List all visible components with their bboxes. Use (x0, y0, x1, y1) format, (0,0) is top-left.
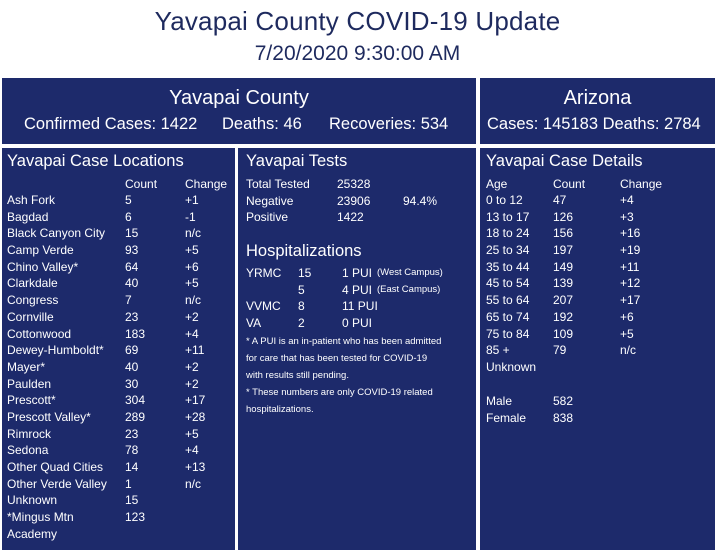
location-name: Sedona (7, 443, 49, 458)
case-locations-title: Yavapai Case Locations (7, 152, 184, 170)
location-change: -1 (185, 209, 196, 224)
age-change: +12 (620, 276, 641, 291)
location-name: Other Quad Cities (7, 460, 104, 474)
age-row (486, 309, 711, 326)
location-count: 7 (125, 293, 132, 308)
location-row (7, 426, 232, 443)
location-name: Prescott* (7, 393, 56, 408)
recoveries: Recoveries: 534 (329, 115, 449, 133)
location-name: Black Canyon City (7, 226, 106, 241)
hospital-count: 8 (298, 299, 305, 314)
gender-count: 582 (553, 394, 574, 408)
location-change: +13 (185, 460, 206, 474)
test-value: 1422 (337, 210, 364, 225)
age-group: Unknown (486, 359, 537, 374)
age-group: 75 to 84 (486, 326, 530, 341)
gender-label: Female (486, 410, 527, 425)
age-group: 65 to 74 (486, 309, 530, 324)
location-count: 1 (125, 476, 132, 491)
location-name: Dewey-Humboldt* (7, 343, 104, 358)
age-group: 85 + (486, 343, 510, 358)
tests-title: Yavapai Tests (246, 152, 348, 170)
location-row (7, 242, 232, 259)
location-name: Other Verde Valley (7, 476, 107, 491)
details-col-count: Count (553, 177, 586, 191)
location-count: 93 (125, 243, 139, 258)
age-count: 207 (553, 293, 574, 308)
gender-label: Male (486, 394, 513, 408)
hospital-count: 15 (298, 266, 312, 280)
location-count: 289 (125, 409, 146, 424)
age-row (486, 275, 711, 292)
location-name: Paulden (7, 376, 52, 391)
age-row (486, 259, 711, 276)
location-name: Congress (7, 293, 59, 308)
location-row (7, 526, 232, 543)
location-row (7, 326, 232, 343)
age-count: 139 (553, 276, 574, 291)
age-row (486, 326, 711, 343)
age-group: 13 to 17 (486, 209, 530, 224)
location-name: Clarkdale (7, 276, 58, 291)
location-row (7, 225, 232, 242)
location-change: +4 (185, 326, 199, 341)
location-name: Prescott Valley* (7, 409, 91, 424)
age-change: +6 (620, 309, 634, 324)
age-group: 18 to 24 (486, 226, 530, 241)
age-group: 35 to 44 (486, 259, 530, 274)
test-label: Negative (246, 193, 294, 208)
locations-col-change: Change (185, 177, 228, 191)
case-details-panel (480, 148, 715, 550)
age-group: 55 to 64 (486, 293, 530, 308)
location-row (7, 309, 232, 326)
yavapai-summary-panel (2, 78, 476, 144)
location-change: +2 (185, 376, 199, 391)
hospital-pui: 1 PUI (342, 266, 373, 280)
age-row (486, 342, 711, 359)
location-change: n/c (185, 476, 202, 491)
arizona-cases-deaths: Cases: 145183 Deaths: 2784 (487, 115, 701, 133)
test-value: 23906 (337, 193, 371, 208)
age-group: 25 to 34 (486, 243, 530, 258)
age-row (486, 242, 711, 259)
age-group: 45 to 54 (486, 276, 530, 291)
location-name: Ash Fork (7, 193, 56, 207)
age-count: 47 (553, 193, 567, 207)
test-value: 25328 (337, 177, 371, 191)
details-col-age: Age (486, 177, 508, 191)
location-row (7, 376, 232, 393)
test-row (246, 209, 471, 226)
age-group: 0 to 12 (486, 193, 523, 207)
locations-table (7, 192, 232, 542)
location-name: Camp Verde (7, 243, 74, 258)
location-count: 6 (125, 209, 132, 224)
hospital-pui: 0 PUI (342, 316, 373, 331)
test-percent: 94.4% (403, 193, 438, 208)
hospital-name: VVMC (246, 299, 281, 314)
age-change: +4 (620, 193, 634, 207)
location-name: Rimrock (7, 426, 51, 441)
age-change: +11 (620, 259, 640, 274)
age-change: +19 (620, 243, 641, 258)
location-row (7, 409, 232, 426)
location-name: Bagdad (7, 209, 49, 224)
location-change: +1 (185, 193, 199, 207)
age-count: 126 (553, 209, 574, 224)
location-change: +17 (185, 393, 206, 408)
note-line: for care that has been tested for COVID-19 (246, 353, 428, 364)
location-count: 304 (125, 393, 146, 408)
location-count: 69 (125, 343, 139, 358)
location-count: 15 (125, 493, 139, 508)
age-row (486, 192, 711, 209)
hospitalizations-notes (246, 333, 441, 418)
location-count: 30 (125, 376, 139, 391)
location-name: Academy (7, 526, 58, 541)
age-count: 79 (553, 343, 567, 358)
note-line: * These numbers are only COVID-19 related (246, 387, 433, 398)
page-title: Yavapai County COVID-19 Update (154, 6, 561, 36)
age-change: +17 (620, 293, 641, 308)
age-change: +16 (620, 226, 641, 241)
location-change: +2 (185, 309, 199, 324)
location-change: +11 (185, 343, 205, 358)
test-row (246, 176, 471, 193)
age-count: 109 (553, 326, 574, 341)
tests-panel (238, 148, 476, 550)
arizona-summary-panel (480, 78, 715, 144)
note-line: hospitalizations. (246, 404, 314, 415)
hospital-campus: (East Campus) (377, 283, 441, 295)
location-change: +5 (185, 276, 199, 291)
location-row (7, 359, 232, 376)
location-row (7, 209, 232, 226)
age-row (486, 292, 711, 309)
age-count: 156 (553, 226, 574, 241)
confirmed-cases: Confirmed Cases: 1422 (24, 115, 198, 133)
location-row (7, 509, 232, 526)
test-row (246, 193, 471, 210)
tests-table (246, 176, 471, 226)
age-change: n/c (620, 343, 637, 358)
location-change: n/c (185, 293, 202, 308)
age-change: +5 (620, 326, 634, 341)
hospital-row (246, 282, 471, 299)
hospitalizations-table (246, 265, 471, 332)
hospital-pui: 4 PUI (342, 282, 373, 297)
hospital-row (246, 315, 471, 332)
hospital-row (246, 265, 471, 282)
location-row (7, 342, 232, 359)
hospital-name: VA (246, 316, 262, 331)
age-count: 197 (553, 243, 574, 258)
location-change: n/c (185, 226, 202, 241)
gender-table (486, 393, 711, 426)
location-name: Cornville (7, 309, 54, 324)
location-row (7, 259, 232, 276)
hospital-row (246, 298, 471, 315)
note-line: * A PUI is an in-patient who has been admitted (246, 336, 442, 347)
location-row (7, 275, 232, 292)
hospital-count: 2 (298, 316, 305, 331)
test-label: Total Tested (246, 177, 310, 191)
hospitalizations-title: Hospitalizations (246, 242, 362, 260)
note-line: with results still pending. (246, 370, 349, 381)
age-row (486, 359, 711, 376)
location-count: 40 (125, 359, 139, 374)
location-name: Cottonwood (7, 326, 72, 341)
details-table (486, 192, 711, 376)
age-count: 192 (553, 309, 574, 324)
location-row (7, 459, 232, 476)
location-change: +5 (185, 243, 199, 258)
hospital-count: 5 (298, 282, 305, 297)
location-count: 64 (125, 259, 139, 274)
update-datetime: 7/20/2020 9:30:00 AM (254, 42, 461, 65)
age-change: +3 (620, 209, 634, 224)
location-count: 14 (125, 460, 139, 474)
location-row (7, 392, 232, 409)
location-count: 23 (125, 426, 139, 441)
location-row (7, 442, 232, 459)
details-col-change: Change (620, 177, 663, 191)
location-change: +5 (185, 426, 199, 441)
location-count: 40 (125, 276, 139, 291)
location-count: 15 (125, 226, 139, 241)
age-count: 149 (553, 259, 574, 274)
location-name: Chino Valley* (7, 259, 79, 274)
location-name: *Mingus Mtn (7, 510, 74, 525)
location-row (7, 492, 232, 509)
gender-row (486, 410, 711, 427)
gender-count: 838 (553, 410, 574, 425)
location-name: Mayer* (7, 359, 46, 374)
test-label: Positive (246, 210, 289, 225)
location-row (7, 292, 232, 309)
age-row (486, 209, 711, 226)
yavapai-summary-title: Yavapai County (169, 87, 309, 109)
location-change: +6 (185, 259, 199, 274)
location-change: +2 (185, 359, 199, 374)
hospital-campus: (West Campus) (377, 267, 443, 278)
age-row (486, 225, 711, 242)
arizona-summary-title: Arizona (563, 87, 632, 109)
deaths: Deaths: 46 (222, 115, 302, 133)
location-name: Unknown (7, 493, 58, 508)
hospital-name: YRMC (246, 266, 282, 280)
gender-row (486, 393, 711, 410)
location-change: +4 (185, 443, 199, 458)
location-change: +28 (185, 409, 206, 424)
location-row (7, 192, 232, 209)
case-locations-panel (2, 148, 235, 550)
location-count: 123 (125, 510, 146, 525)
location-count: 23 (125, 309, 139, 324)
location-count: 183 (125, 326, 146, 341)
hospital-pui: 11 PUI (342, 299, 378, 314)
location-count: 5 (125, 193, 132, 207)
case-details-title: Yavapai Case Details (486, 152, 643, 170)
location-count: 78 (125, 443, 139, 458)
locations-col-count: Count (125, 177, 158, 191)
location-row (7, 476, 232, 493)
